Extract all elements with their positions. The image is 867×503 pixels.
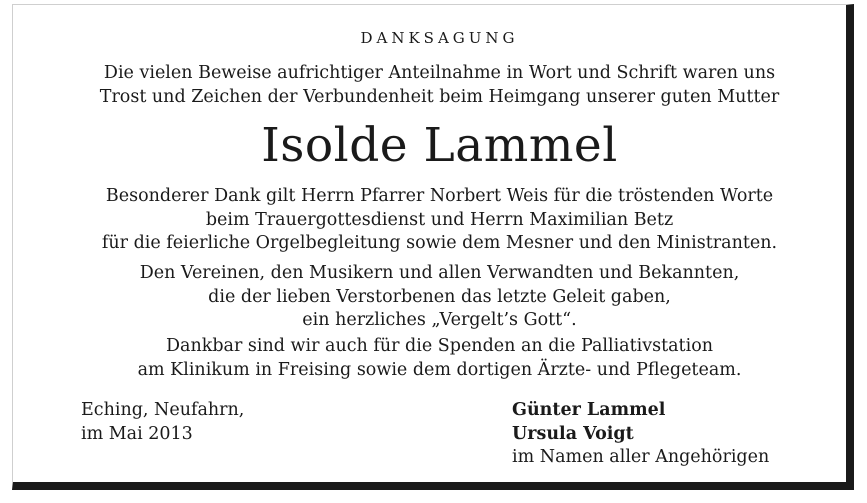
intro-line: Die vielen Beweise aufrichtiger Anteilnahme in Wort und Schrift waren uns [103,63,776,83]
thanks-line: Den Vereinen, den Musikern und allen Verwandten und Bekannten, [139,263,740,283]
thanks-line: für die feierliche Orgelbegleitung sowie dem Mesner und den Ministranten. [101,233,778,253]
intro-text [13,62,866,109]
place-line: Eching, Neufahrn, [81,400,245,420]
deceased-name: Isolde Lammel [261,118,618,173]
thanks-line: Dankbar sind wir auch für die Spenden an die Palliativstation [166,336,713,356]
thanks-line: am Klinikum in Freising sowie dem dortigen Ärzte- und Pflegeteam. [137,359,742,380]
notice-heading: DANKSAGUNG [360,29,519,47]
thanks-paragraph-community [13,262,866,333]
thanks-line: Besonderer Dank gilt Herrn Pfarrer Norbert Weis für die tröstenden Worte [105,186,774,206]
thanks-line: beim Trauergottesdienst und Herrn Maximilian Betz [205,209,674,230]
thanks-paragraph-clergy [13,185,866,256]
thanks-paragraph-donations [13,335,866,382]
place-and-date [81,399,244,446]
thanks-line: ein herzliches „Vergelt’s Gott“. [302,310,577,330]
intro-line: Trost und Zeichen der Verbundenheit beim Heimgang unserer guten Mutter [99,86,780,107]
signer-name: Ursula Voigt [512,423,634,444]
obituary-notice-frame [12,4,854,490]
signers-block [512,399,769,470]
signers-closing: im Namen aller Angehörigen [512,447,770,467]
thanks-line: die der lieben Verstorbenen das letzte Geleit gaben, [208,286,671,307]
date-line: im Mai 2013 [81,423,193,444]
signer-name: Günter Lammel [512,400,666,420]
